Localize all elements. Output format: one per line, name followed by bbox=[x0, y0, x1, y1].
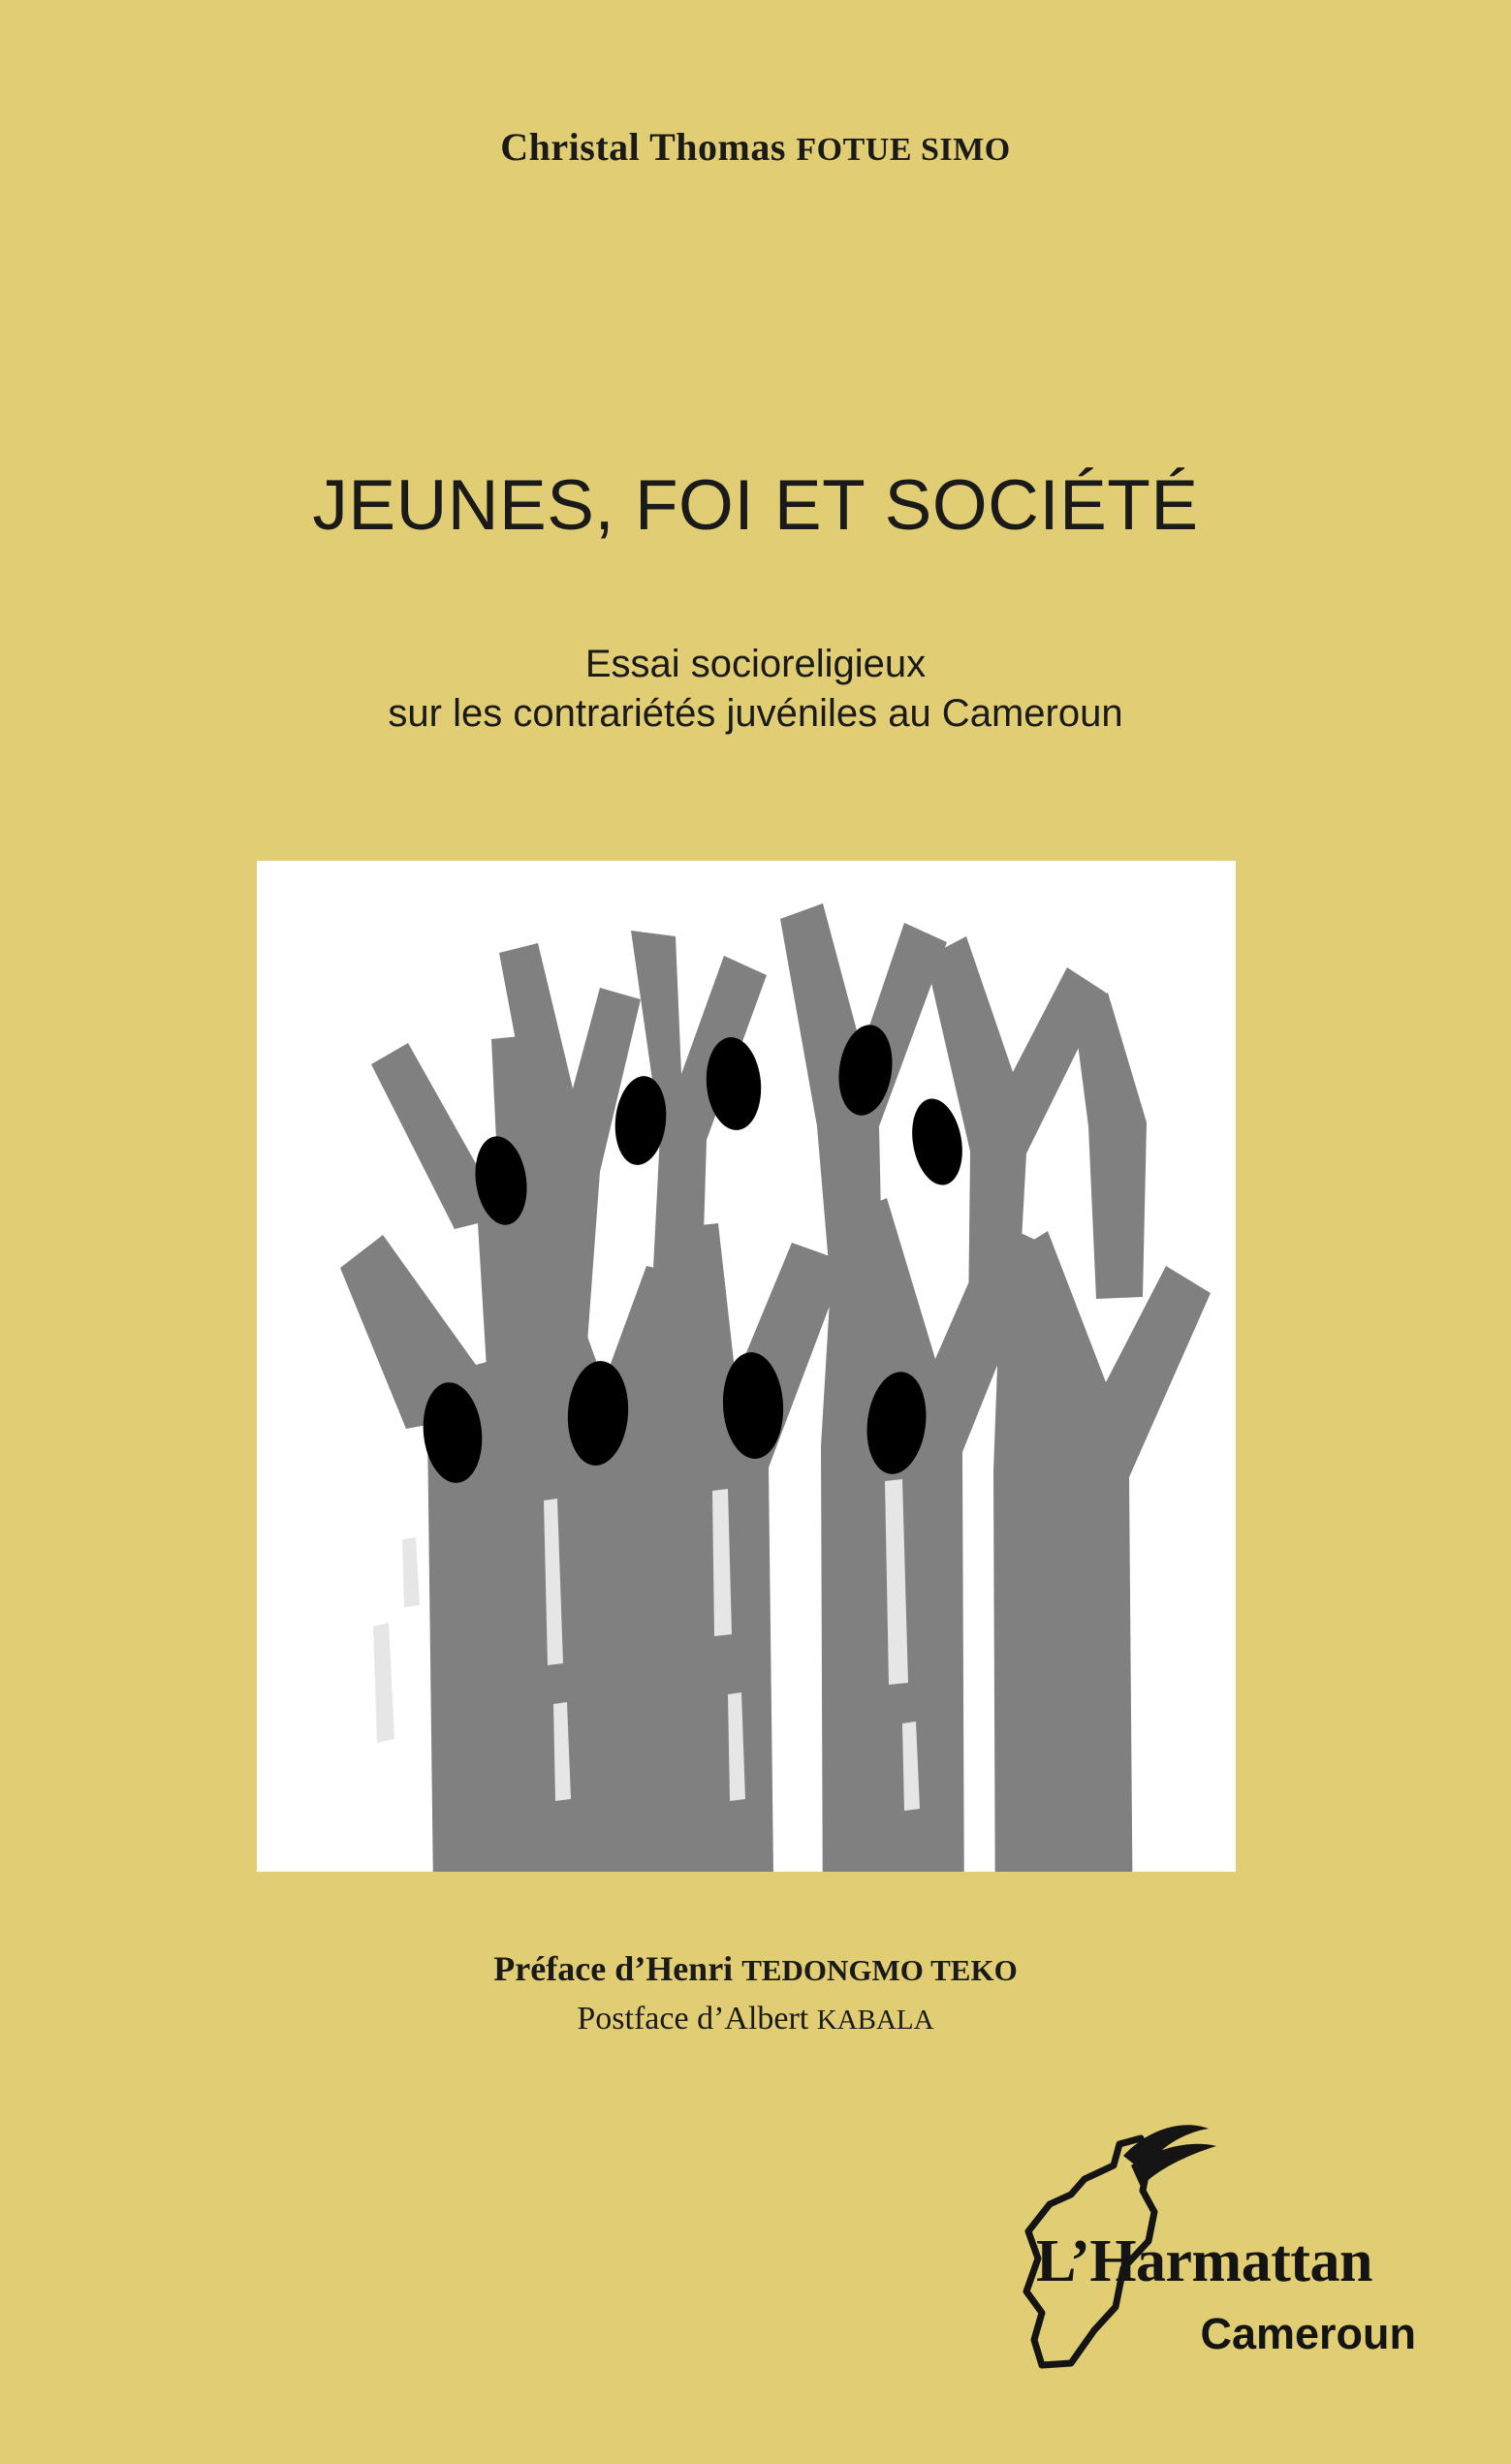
credits-block bbox=[0, 1948, 1511, 2038]
publisher-country: Cameroun bbox=[1200, 2309, 1416, 2358]
publisher-name-main: Harmattan bbox=[1089, 2228, 1372, 2294]
publisher-logo bbox=[978, 2123, 1424, 2404]
preface-prefix: Préface d’Henri bbox=[493, 1949, 742, 1988]
author-given-name: Christal Thomas bbox=[500, 125, 786, 169]
subtitle-line-2: sur les contrariétés juvéniles au Cameroun bbox=[388, 692, 1123, 736]
publisher-name-prefix: L’ bbox=[1036, 2228, 1090, 2294]
book-title: JEUNES, FOI ET SOCIÉTÉ bbox=[312, 466, 1199, 545]
postface-prefix: Postface d’Albert bbox=[577, 2001, 817, 2037]
subtitle-line-1: Essai socioreligieux bbox=[584, 643, 927, 685]
author-surname: FOTUE SIMO bbox=[796, 132, 1011, 168]
preface-author: TEDONGMO TEKO bbox=[741, 1953, 1018, 1987]
book-subtitle bbox=[0, 640, 1511, 739]
author-name bbox=[0, 124, 1511, 170]
publisher-name bbox=[1036, 2227, 1372, 2296]
crowd-figures-artwork bbox=[257, 861, 1236, 1872]
preface-credit bbox=[0, 1948, 1511, 1989]
postface-author: KABALA bbox=[816, 2005, 934, 2036]
cover-illustration bbox=[257, 861, 1236, 1872]
postface-credit bbox=[0, 2001, 1511, 2038]
